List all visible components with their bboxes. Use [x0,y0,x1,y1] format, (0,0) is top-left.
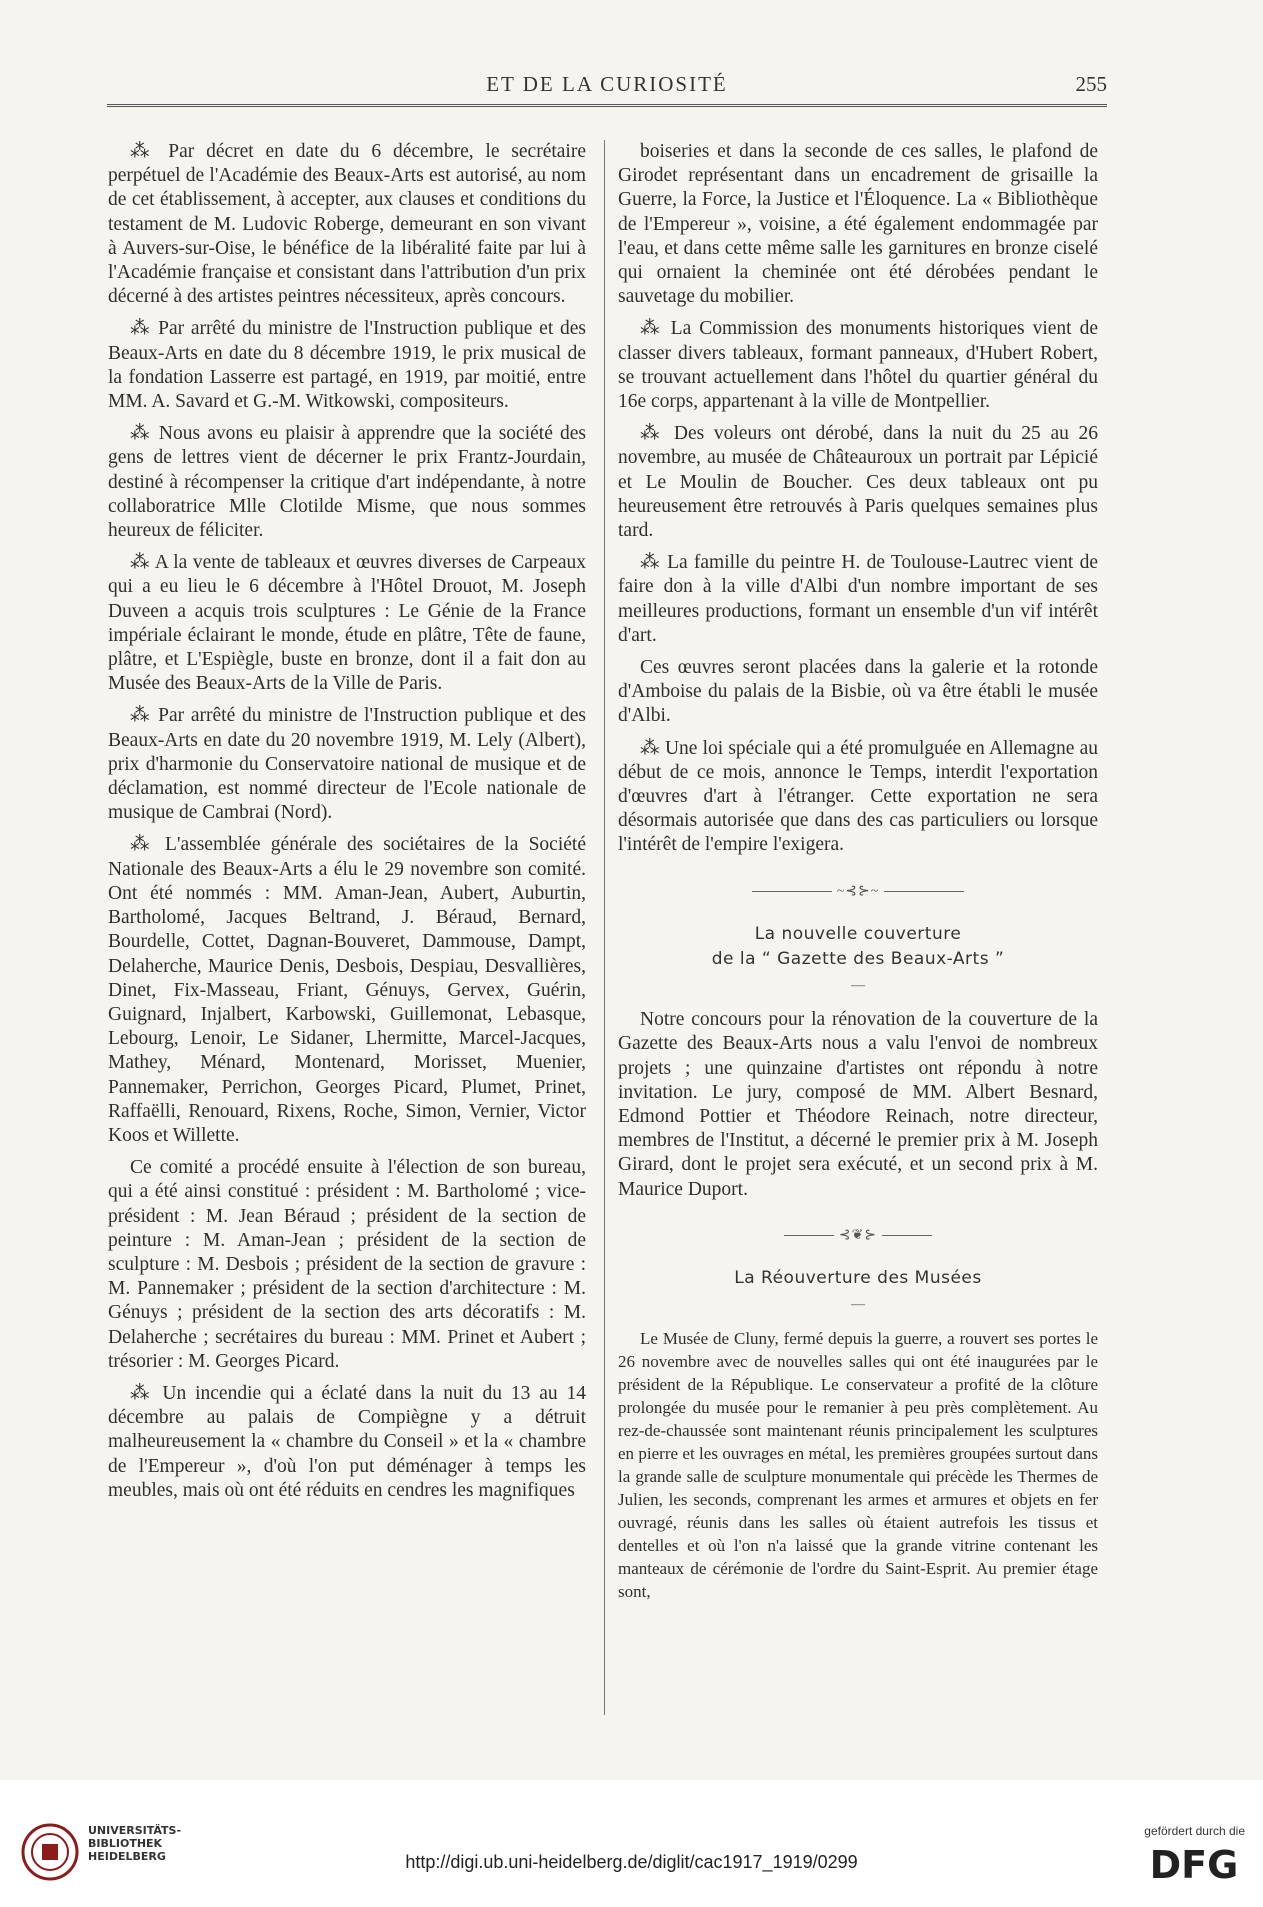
digitization-footer [0,1780,1263,1907]
paragraph: ⁂ La Commission des monuments historiques vient de classer divers tableaux, formant panneaux, d'Hubert Robert, se trouvant actuellement dans l'hôtel du quartier général du 16e corps, appartenant à la ville de Montpellier. [618,318,1098,413]
library-name: UNIVERSITÄTS- BIBLIOTHEK HEIDELBERG [88,1824,182,1863]
section-title-couverture [618,922,1098,972]
title-dash: — [851,1296,865,1312]
paragraph: ⁂ Un incendie qui a éclaté dans la nuit du 13 au 14 décembre au palais de Compiègne y a détruit malheureusement la « chambre du Conseil » et la « chambre de l'Empereur », d'où l'on put déménager à temps les meubles, mais où ont été réduits en cendres les magnifiques [108,1382,586,1501]
header-rule [107,104,1107,107]
svg-text:DFG: DFG [1149,1844,1239,1884]
section-title-line: de la “ Gazette des Beaux-Arts ” [711,948,1005,969]
paragraph: ⁂ A la vente de tableaux et œuvres diverses de Carpeaux qui a eu lieu le 6 décembre à l'Hôtel Drouot, M. Joseph Duveen a acquis trois sculptures : Le Génie de la France impériale éclairant le monde, étude en plâtre, Tête de faune, plâtre, et L'Espiègle, buste en bronze, dont il a fait don au Musée des Beaux-Arts de la Ville de Paris. [108,552,586,695]
paragraph: ⁂ Par arrêté du ministre de l'Instruction publique et des Beaux-Arts en date du 8 décembre 1919, le prix musical de la fondation Lasserre est partagé, en 1919, par moitié, entre MM. A. Savard et G.-M. Witkowski, compositeurs. [108,318,586,413]
header-title: ET DE LA CURIOSITÉ [486,72,728,96]
paragraph: boiseries et dans la seconde de ces salles, le plafond de Girodet représentant dans un encadrement de grisaille la Guerre, la Force, la Justice et l'Éloquence. La « Bibliothèque de l'Empereur », voisine, a été également endommagée par l'eau, et dans cette même salle les garnitures en bronze ciselé qui ornaient la cheminée ont été dérobées pendant le sauvetage du mobilier. [618,141,1098,308]
paragraph: ⁂ Par décret en date du 6 décembre, le secrétaire perpétuel de l'Académie des Beaux-Arts est autorisé, au nom de cet établissement, à accepter, aux clauses et conditions du testament de M. Ludovic Roberge, demeurant en son vivant à Auvers-sur-Oise, le bénéfice de la libéralité faite par lui à l'Académie française et consistant dans l'attribution d'un prix décerné à des artistes peintres nécessiteux, après concours. [108,141,586,308]
paragraph: ⁂ Par arrêté du ministre de l'Instruction publique et des Beaux-Arts en date du 20 novembre 1919, M. Lely (Albert), prix d'harmonie du Conservatoire national de musique et de déclamation, est nommé directeur de l'Ecole nationale de musique de Cambrai (Nord). [108,705,586,824]
right-column [618,140,1098,1611]
section-title-reouverture: La Réouverture des Musées [734,1267,982,1288]
title-dash: — [851,977,865,993]
paragraph: Le Musée de Cluny, fermé depuis la guerre, a rouvert ses portes le 26 novembre avec de nouvelles salles qui ont été inaugurées par le président de la République. Le conservateur a profité de la clôture prolongée du musée pour le remanier à peu près complètement. Au rez-de-chaussée sont maintenant réunis principalement les sculptures en pierre et les ouvrages en métal, les premières groupées surtout dans la grande salle de sculpture monumentale qui précède les Thermes de Julien, les seconds, comprenant les armes et armures et objets en fer ouvragé, réunis dans les salles où étaient autrefois les tissus et dentelles et où l'on n'a laissé que la grande vitrine contenant les manteaux de cérémonie de l'ordre du Saint-Esprit. Au premier étage sont, [618,1329,1098,1602]
column-divider [604,140,605,1715]
paragraph: Ces œuvres seront placées dans la galerie et la rotonde d'Amboise du palais de la Bisbie, où va être établi le musée d'Albi. [618,657,1098,727]
paragraph: ⁂ La famille du peintre H. de Toulouse-Lautrec vient de faire don à la ville d'Albi d'un nombre important de ses meilleures productions, formant un ensemble d'un vif intérêt d'art. [618,552,1098,646]
paragraph: Ce comité a procédé ensuite à l'élection de son bureau, qui a été ainsi constitué : président : M. Bartholomé ; vice-président : M. Jean Béraud ; président de la section de peinture : M. Aman-Jean ; président de la section de sculpture : M. Desbois ; président de la section de gravure : M. Pannemaker ; président de la section d'architecture : M. Génuys ; président de la section des arts décoratifs : M. Delaherche ; secrétaires du bureau : MM. Prinet et Aubert ; trésorier : M. Georges Picard. [108,1157,586,1372]
source-url[interactable]: http://digi.ub.uni-heidelberg.de/diglit/cac1917_1919/0299 [405,1852,858,1872]
paragraph: ⁂ Une loi spéciale qui a été promulguée en Allemagne au début de ce mois, annonce le Temps, interdit l'exportation d'œuvres d'art à l'étranger. Cette exportation ne sera désormais autorisée que dans des cas particuliers ou lorsque l'intérêt de l'empire l'exigera. [618,737,1098,856]
paragraph: ⁂ L'assemblée générale des sociétaires de la Société Nationale des Beaux-Arts a élu le 29 novembre son comité. Ont été nommés : MM. Aman-Jean, Aubert, Auburtin, Bartholomé, Jacques Beltrand, J. Béraud, Bernard, Bourdelle, Cottet, Dagnan-Bouveret, Dammouse, Dampt, Delaherche, Maurice Denis, Desbois, Despiau, Desvallières, Dinet, Fix-Masseau, Friant, Génuys, Gervex, Guérin, Guignard, Injalbert, Karbowski, Guillemonat, Lebasque, Lebourg, Lenoir, Le Sidaner, Lhermitte, Marcel-Jacques, Mathey, Ménard, Montenard, Morisset, Muenier, Pannemaker, Perrichon, Georges Picard, Plumet, Prinet, Raffaëlli, Renouard, Rixens, Roche, Simon, Vernier, Victor Koos et Willette. [108,834,586,1146]
page-number: 255 [1075,72,1107,96]
ornament-divider: ~⊰⊱~ [618,880,1098,904]
funded-by-label: gefördert durch die [1144,1824,1245,1838]
section-title-line: La nouvelle couverture [754,923,962,944]
paragraph: Notre concours pour la rénovation de la couverture de la Gazette des Beaux-Arts nous a valu l'envoi de nombreux projets ; une quinzaine d'artistes ont répondu à notre invitation. Le jury, composé de MM. Albert Besnard, Edmond Pottier et Théodore Reinach, notre directeur, membres de l'Institut, a décerné le premier prix à M. Joseph Girard, dont le projet sera exécuté, et un second prix à M. Maurice Duport. [618,1009,1098,1200]
dfg-logo [1139,1844,1249,1884]
paragraph: ⁂ Des voleurs ont dérobé, dans la nuit du 25 au 26 novembre, au musée de Châteauroux un portrait par Lépicié et Le Moulin de Boucher. Ces deux tableaux ont pu heureusement être retrouvés à Paris quelques semaines plus tard. [618,423,1098,542]
ornament-divider: ⊰❦⊱ [618,1224,1098,1248]
running-header [107,64,1107,104]
left-column [108,140,586,1511]
paragraph: ⁂ Nous avons eu plaisir à apprendre que la société des gens de lettres vient de décerner le prix Frantz-Jourdain, destiné à récompenser la critique d'art indépendante, à notre collaboratrice Mlle Clotilde Misme, que nous sommes heureux de féliciter. [108,423,586,542]
